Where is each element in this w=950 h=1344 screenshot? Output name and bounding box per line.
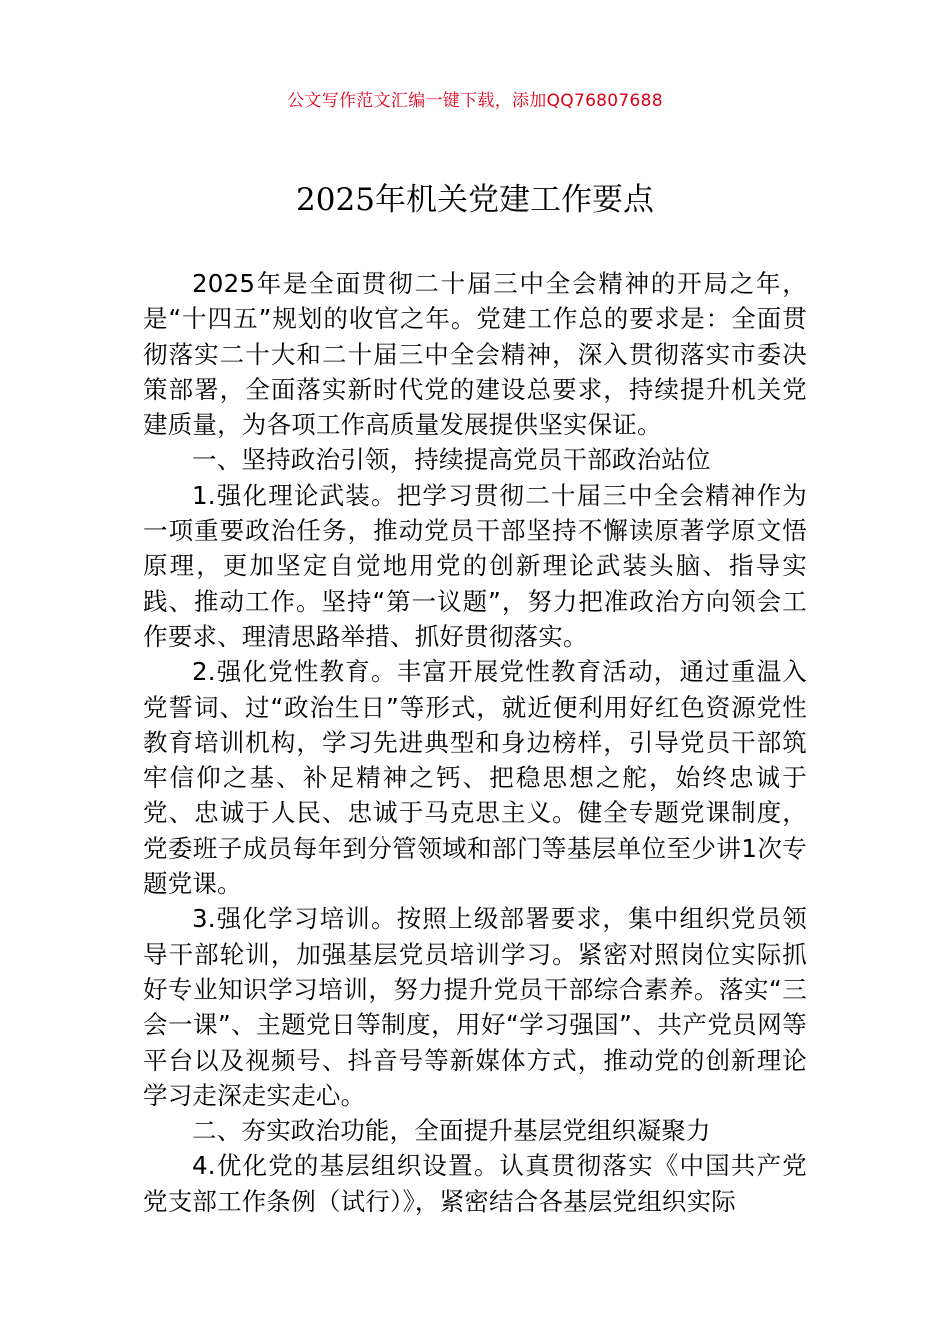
paragraph-item-2: 2.强化党性教育。丰富开展党性教育活动，通过重温入党誓词、过“政治生日”等形式，就近便利用好红色资源党性教育培训机构，学习先进典型和身边榜样，引导党员干部筑牢信仰之基、补足精神之钙、把稳思想之舵，始终忠诚于党、忠诚于人民、忠诚于马克思主义。健全专题党课制度，党委班子成员每年到分管领域和部门等基层单位至少讲1次专题党课。: [143, 657, 807, 899]
paragraph-item-1: 1.强化理论武装。把学习贯彻二十届三中全会精神作为一项重要政治任务，推动党员干部坚持不懈读原著学原文悟原理，更加坚定自觉地用党的创新理论武装头脑、指导实践、推动工作。坚持“第一议题”，努力把准政治方向领会工作要求、理清思路举措、抓好贯彻落实。: [143, 480, 807, 651]
paragraph-item-4: 4.优化党的基层组织设置。认真贯彻落实《中国共产党党支部工作条例（试行）》，紧密结合各基层党组织实际: [143, 1151, 807, 1216]
section-heading-2: 二、夯实政治功能，全面提升基层党组织凝聚力: [192, 1116, 711, 1146]
paragraph-item-3: 3.强化学习培训。按照上级部署要求，集中组织党员领导干部轮训，加强基层党员培训学习。紧密对照岗位实际抓好专业知识学习培训，努力提升党员干部综合素养。落实“三会一课”、主题党日等制度，用好“学习强国”、共产党员网等平台以及视频号、抖音号等新媒体方式，推动党的创新理论学习走深走实走心。: [143, 904, 807, 1110]
paragraph-intro: 2025年是全面贯彻二十届三中全会精神的开局之年，是“十四五”规划的收官之年。党建工作总的要求是：全面贯彻落实二十大和二十届三中全会精神，深入贯彻落实市委决策部署，全面落实新时代党的建设总要求，持续提升机关党建质量，为各项工作高质量发展提供坚实保证。: [143, 269, 807, 440]
download-notice: 公文写作范文汇编一键下载，添加QQ76807688: [287, 91, 663, 111]
section-heading-1: 一、坚持政治引领，持续提高党员干部政治站位: [192, 445, 711, 475]
document-title: 2025年机关党建工作要点: [296, 182, 654, 218]
document-body: [143, 266, 807, 1219]
